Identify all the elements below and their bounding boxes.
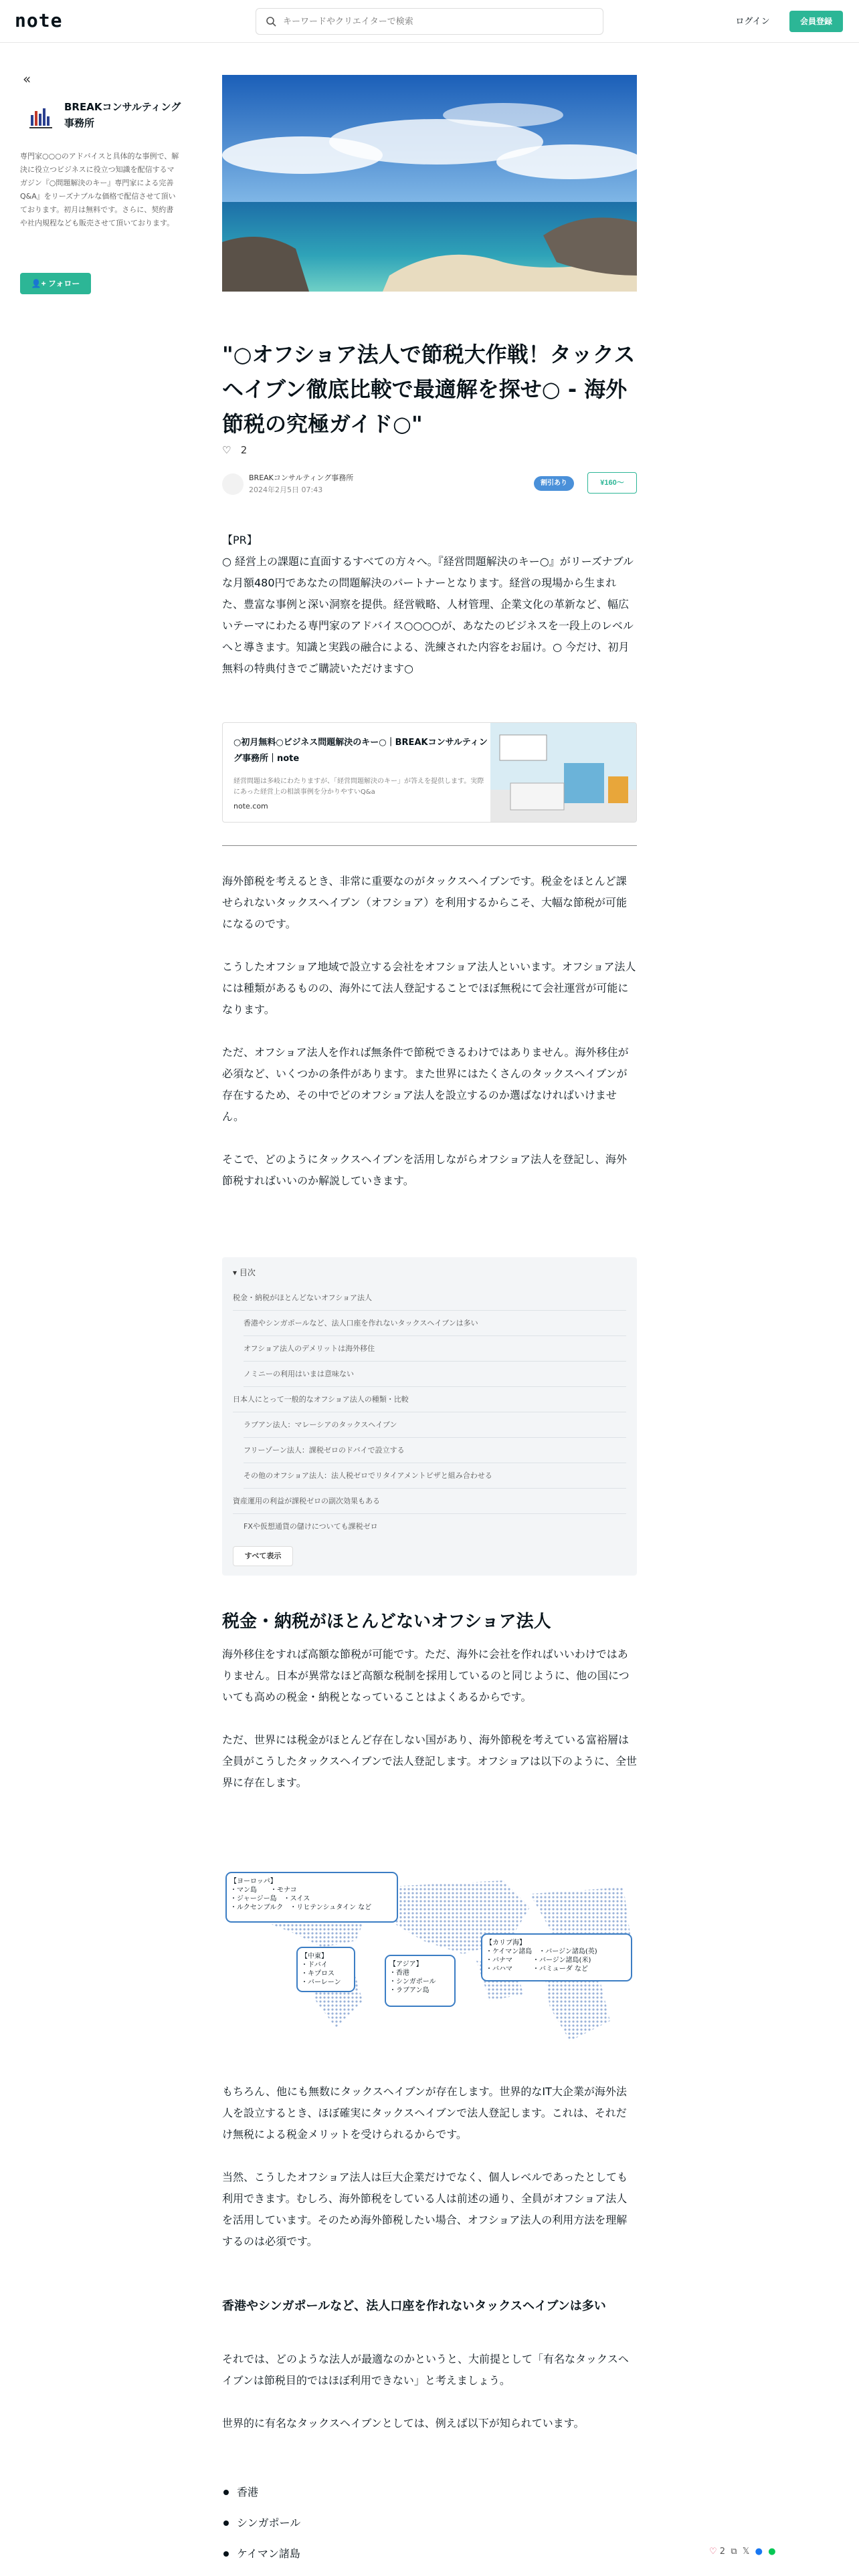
heart-icon[interactable]: ♡: [222, 444, 231, 456]
x-icon[interactable]: 𝕏: [742, 2547, 750, 2557]
toc-item[interactable]: ラブアン法人：マレーシアのタックスヘイブン: [244, 1412, 626, 1438]
after-map-paragraphs: [222, 2081, 637, 2252]
link-card-title: ○初月無料○ビジネス問題解決のキー○｜BREAKコンサルティング事務所｜note: [233, 738, 488, 764]
middle-east-box: [297, 1947, 355, 1992]
creator-name[interactable]: BREAKコンサルティング事務所: [64, 101, 181, 129]
paragraph: 当然、こうしたオフショア法人は巨大企業だけでなく、個人レベルであったとしても利用できます。むしろ、海外節税をしている人は前述の通り、全員がオフショア法人を活用しています。そのため海外節税したい場合、オフショア法人の利用方法を理解するのは必須です。: [222, 2171, 628, 2248]
search-input[interactable]: [283, 14, 591, 29]
toc-item[interactable]: FXや仮想通貨の儲けについても課税ゼロ: [244, 1522, 378, 1531]
signup-button[interactable]: 会員登録: [789, 11, 843, 32]
toc-item[interactable]: 日本人にとって一般的なオフショア法人の種類・比較: [233, 1387, 626, 1412]
paragraph: 世界的に有名なタックスヘイブンとしては、例えば以下が知られています。: [222, 2417, 585, 2430]
pr-body: ○ 経営上の課題に直面するすべての方々へ。『経営問題解決のキー○』がリーズナブルな月額480円であなたの問題解決のパートナーとなります。経営の現場から生まれた、豊富な事例と深い洞察を提供。経営戦略、人材管理、企業文化の革新など、幅広いテーマにわたる専門家のアドバイス○○○○が、あなたのビジネスを一段上のレベルへと導きます。知識と実践の融合による、洗練された内容をお届け。○ 今だけ、初月無料の特典付きでご購読いただけます○: [222, 555, 634, 675]
floating-action-bar: [709, 2547, 776, 2568]
publish-date: 2024年2月5日 07:43: [249, 486, 323, 494]
paragraph: そこで、どのようにタックスヘイブンを活用しながらオフショア法人を登記し、海外節税すればいいのか解説していきます。: [222, 1153, 627, 1187]
facebook-icon[interactable]: ●: [755, 2547, 763, 2557]
link-card-description: 経営問題は多岐にわたりますが、「経営問題解決のキー」が答えを提供します。実際にあった経営上の相談事例を分かりやすいQ&a: [233, 778, 484, 796]
search-box[interactable]: [256, 8, 603, 35]
login-button[interactable]: ログイン: [723, 11, 783, 32]
paragraph: ただ、オフショア法人を作れば無条件で節税できるわけではありません。海外移住が必須など、いくつかの条件があります。また世界にはたくさんのタックスヘイブンが存在するため、その中でどのオフショア法人を設立するのか選ばなければいけません。: [222, 1046, 629, 1123]
pr-section: [222, 530, 637, 679]
asia-text: 【アジア】・香港・シンガポール・ラブアン島: [389, 1961, 436, 1994]
list-item: シンガポール: [222, 2508, 637, 2539]
toc-item[interactable]: オフショア法人のデメリットは海外移住: [244, 1336, 626, 1362]
asia-box: [385, 1955, 455, 2006]
paragraph: 海外移住をすれば高額な節税が可能です。ただ、海外に会社を作ればいいわけではありません。日本が異常なほど高額な税制を採用しているのと同じように、他の国についても高めの税金・納税となっていることはよくあるからです。: [222, 1648, 630, 1703]
price-button[interactable]: ¥160〜: [587, 472, 637, 494]
discount-badge: 割引あり: [534, 476, 574, 491]
section-paragraphs: [222, 1644, 637, 1794]
paragraph: 海外節税を考えるとき、非常に重要なのがタックスヘイブンです。税金をほとんど課せられないタックスヘイブン（オフショア）を利用するからこそ、大幅な節税が可能になるのです。: [222, 875, 627, 930]
site-header: [0, 0, 859, 43]
paragraph: こうしたオフショア地域で設立する会社をオフショア法人といいます。オフショア法人には種類があるものの、海外にて法人登記することでほぼ無税にて会社運営が可能になります。: [222, 960, 636, 1016]
caret-down-icon: ▾: [233, 1268, 237, 1277]
article-title: "○オフショア法人で節税大作戦！タックスヘイブン徹底比較で最適解を探せ○ - 海外節税の究極ガイド○": [222, 342, 636, 437]
caribbean-box: [482, 1934, 632, 1981]
toc-item[interactable]: 資産運用の利益が課税ゼロの副次効果もある: [233, 1489, 626, 1514]
tax-haven-world-map: [222, 1867, 637, 2057]
hero-image: [222, 75, 637, 292]
toc-item[interactable]: 香港やシンガポールなど、法人口座を作れないタックスヘイブンは多い: [244, 1311, 626, 1336]
share-icon[interactable]: ⧉: [731, 2547, 737, 2557]
toc-item[interactable]: 税金・納税がほとんどないオフショア法人: [233, 1285, 626, 1311]
europe-box: [226, 1872, 397, 1922]
subsection-heading: 香港やシンガポールなど、法人口座を作れないタックスヘイブンは多い: [222, 2299, 606, 2313]
author-row: [222, 471, 637, 498]
like-count-value: 2: [240, 444, 248, 456]
europe-text: 【ヨーロッパ】・マン島 ・モナコ・ジャージー島 ・スイス・ルクセンブルク ・リヒテンシュタイン など: [230, 1878, 372, 1911]
table-of-contents: [222, 1257, 637, 1576]
subsection-paragraphs: [222, 2349, 637, 2434]
line-icon[interactable]: ●: [768, 2547, 776, 2557]
collapse-sidebar-button[interactable]: «: [23, 71, 31, 87]
paragraph: もちろん、他にも無数にタックスヘイブンが存在します。世界的なIT大企業が海外法人を設立するとき、ほぼ確実にタックスヘイブンで法人登記します。これは、それだけ無税による税金メリットを受けられるからです。: [222, 2085, 627, 2141]
paragraph: ただ、世界には税金がほとんど存在しない国があり、海外節税を考えている富裕層は全員がこうしたタックスヘイブンで法人登記します。オフショアは以下のように、全世界に存在します。: [222, 1733, 638, 1789]
link-card-image: [490, 723, 637, 823]
middle-east-text: 【中東】・ドバイ・キプロス・バーレーン: [301, 1953, 341, 1986]
like-count[interactable]: [222, 444, 247, 456]
creator-description: 専門家○○○のアドバイスと具体的な事例で、解決に役立つビジネスに役立つ知識を配信するマガジン『○問題解決のキー』専門家による完善Q&A』をリーズナブルな価格で配信させて頂いております。初月は無料です。さらに、契約書や社内規程なども販売させて頂いております。: [20, 152, 179, 227]
tax-haven-list: [222, 2477, 637, 2569]
intro-paragraphs: [222, 871, 637, 1192]
user-plus-icon: 👤+: [31, 279, 46, 288]
author-name[interactable]: BREAKコンサルティング事務所: [249, 473, 354, 482]
section-heading: 税金・納税がほとんどないオフショア法人: [222, 1612, 551, 1632]
toc-header[interactable]: [233, 1267, 256, 1278]
footer-like-count: 2: [719, 2547, 726, 2557]
toc-header-label: 目次: [239, 1268, 256, 1277]
creator-logo[interactable]: [23, 100, 59, 136]
list-item: 香港: [222, 2477, 637, 2508]
author-avatar[interactable]: [222, 473, 244, 495]
note-logo[interactable]: note: [15, 9, 63, 31]
search-icon: [266, 16, 276, 27]
list-item: ケイマン諸島: [222, 2539, 637, 2569]
toc-item[interactable]: ノミニーの利用はいまは意味ない: [244, 1362, 626, 1387]
heart-icon[interactable]: ♡: [709, 2547, 717, 2557]
link-card-url: note.com: [233, 802, 268, 811]
toc-show-all-button[interactable]: すべて表示: [233, 1546, 293, 1566]
link-card[interactable]: [222, 722, 637, 823]
toc-item[interactable]: フリーゾーン法人：課税ゼロのドバイで設立する: [244, 1438, 626, 1463]
pr-label: 【PR】: [222, 534, 258, 546]
paragraph: それでは、どのような法人が最適なのかというと、大前提として「有名なタックスヘイブンは節税目的ではほぼ利用できない」と考えましょう。: [222, 2353, 629, 2387]
toc-item[interactable]: その他のオフショア法人：法人税ゼロでリタイアメントビザと組み合わせる: [244, 1463, 626, 1489]
divider: [222, 845, 637, 846]
caribbean-text: 【カリブ海】・ケイマン諸島 ・バージン諸島(英)・バナマ ・バージン諸島(米)・バハマ ・バミューダ など: [486, 1939, 597, 1973]
follow-label: フォロー: [47, 279, 80, 288]
follow-button[interactable]: [20, 273, 91, 294]
